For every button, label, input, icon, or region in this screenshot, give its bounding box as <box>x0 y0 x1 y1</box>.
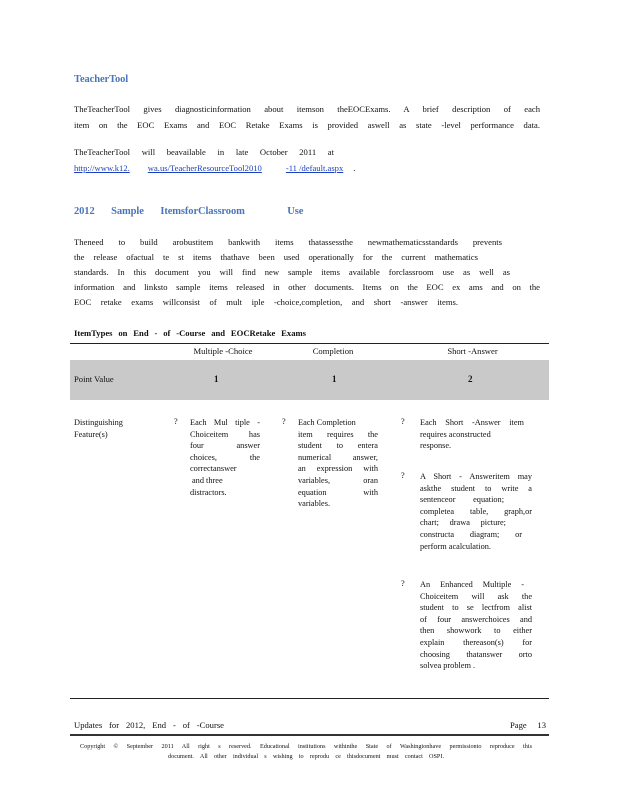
point-value-short-answer: 2 <box>468 374 473 384</box>
section-title-sample-items <box>74 206 304 217</box>
features-label-line1: Distinguishing <box>74 418 123 427</box>
short-answer-line: constructa diagram; or <box>420 529 522 539</box>
completion-line: variables, oran <box>298 475 378 485</box>
point-value-label: Point Value <box>74 374 114 384</box>
sample-items-line-3: standards. In this document you will find new sample items available forclassroom use as well as <box>74 267 510 277</box>
completion-line: numerical answer, <box>298 452 378 462</box>
mc-line: and three <box>192 475 223 485</box>
table-bottom-rule <box>70 698 549 699</box>
short-answer-line: Each Short -Answer item <box>420 418 524 427</box>
short-answer-line: Choiceitem will ask the <box>420 591 532 601</box>
short-answer-line: requires aconstructed <box>420 429 491 439</box>
mc-description <box>190 417 260 498</box>
footer-left: Updates for 2012, End - of -Course <box>74 720 224 730</box>
point-value-row <box>70 360 549 400</box>
title-word-year: 2012 <box>74 206 95 217</box>
sample-items-line-2: the release ofactual te st items thathave been used operationally for the current mathematics <box>74 252 478 262</box>
copyright-line-1: Copyright © September 2011 All right s reserved. Educational institutions withinthe State of Washingtonhave permissionto reproduce this <box>80 743 532 750</box>
features-label <box>74 417 123 440</box>
copyright-line-2: document. All other individual s wishing to reprodu ce thisdocument must contact OSPI. <box>168 753 444 760</box>
sample-items-line-5: EOC retake exams willconsist of mult iple -choice,completion, and short -answer items. <box>74 297 458 307</box>
short-answer-line: completea table, graph,or <box>420 506 532 516</box>
footer-rule <box>70 734 549 736</box>
short-answer-line: sentenceor equation; <box>420 495 504 505</box>
sample-items-line-1: Theneed to build arobustitem bankwith items thatassessthe newmathematicsstandards prevents <box>74 237 502 247</box>
completion-line: equation with <box>298 487 378 497</box>
link-period: . <box>353 163 356 173</box>
link-part-1: http://www.k12. <box>74 163 130 173</box>
features-label-line2: Feature(s) <box>74 429 108 439</box>
mc-line: four answer <box>190 441 260 451</box>
short-answer-line: An Enhanced Multiple - <box>420 580 524 589</box>
short-answer-description-3 <box>420 579 532 672</box>
short-answer-line: student to se lectfrom alist <box>420 603 532 613</box>
short-answer-line: explain thereason(s) for <box>420 637 532 647</box>
column-header-short-answer: Short -Answer <box>447 346 498 356</box>
link-part-3: -11 /default.aspx <box>285 163 344 173</box>
bullet-mc: ? <box>174 417 178 426</box>
mc-line: correctanswer <box>190 464 237 474</box>
short-answer-line: solvea problem . <box>420 661 476 671</box>
section-title-teacher-tool: TeacherTool <box>74 74 129 85</box>
short-answer-line: chart; drawa picture; <box>420 518 506 528</box>
short-answer-line: of four answerchoices and <box>420 614 532 624</box>
point-value-completion: 1 <box>332 374 337 384</box>
short-answer-description-2 <box>420 471 532 552</box>
bullet-short-answer-1: ? <box>401 417 405 426</box>
completion-line: an expression with <box>298 464 378 474</box>
column-header-multiple-choice: Multiple -Choice <box>193 346 253 356</box>
completion-line: Each Completion <box>298 418 356 427</box>
teacher-tool-link-line <box>74 161 355 176</box>
short-answer-line: response. <box>420 441 452 451</box>
availability-line: TheTeacherTool will beavailable in late October 2011 at <box>74 147 334 157</box>
mc-line: distractors. <box>190 487 227 497</box>
title-word-sample: Sample <box>111 206 144 217</box>
title-word-use: Use <box>287 206 304 217</box>
mc-line: choices, the <box>190 452 260 462</box>
short-answer-description-1 <box>420 417 524 452</box>
table-top-rule <box>70 343 549 344</box>
sample-items-line-4: information and linksto sample items released in other documents. Items on the EOC ex ams and on the <box>74 282 540 292</box>
footer-page-number: Page 13 <box>510 720 546 730</box>
bullet-completion: ? <box>282 417 286 426</box>
short-answer-line: perform acalculation. <box>420 541 491 551</box>
completion-line: variables. <box>298 499 331 509</box>
short-answer-line: askthe student to write a <box>420 483 532 493</box>
short-answer-line: A Short - Answeritem may <box>420 472 532 481</box>
column-header-completion: Completion <box>312 346 354 356</box>
mc-line: Choiceitem has <box>190 429 260 439</box>
bullet-short-answer-2: ? <box>401 471 405 480</box>
teacher-tool-paragraph-line1: TheTeacherTool gives diagnosticinformation about itemson theEOCExams. A brief description of each <box>74 104 540 114</box>
mc-line: Each Mul tiple - <box>190 418 260 427</box>
link-part-2: wa.us/TeacherResourceTool2010 <box>147 163 262 173</box>
teacher-tool-paragraph-line2: item on the EOC Exams and EOC Retake Exams is provided aswell as state -level performance data. <box>74 120 540 130</box>
short-answer-line: choosing thatanswer orto <box>420 649 532 659</box>
completion-line: item requires the <box>298 429 378 439</box>
completion-description <box>298 417 378 510</box>
completion-line: student to entera <box>298 441 378 451</box>
teacher-tool-link[interactable] <box>74 163 356 173</box>
bullet-short-answer-3: ? <box>401 579 405 588</box>
point-value-mc: 1 <box>214 374 219 384</box>
table-caption: ItemTypes on End - of -Course and EOCRetake Exams <box>74 328 306 338</box>
title-word-items: ItemsforClassroom <box>160 206 245 217</box>
short-answer-line: then showwork to either <box>420 626 532 636</box>
